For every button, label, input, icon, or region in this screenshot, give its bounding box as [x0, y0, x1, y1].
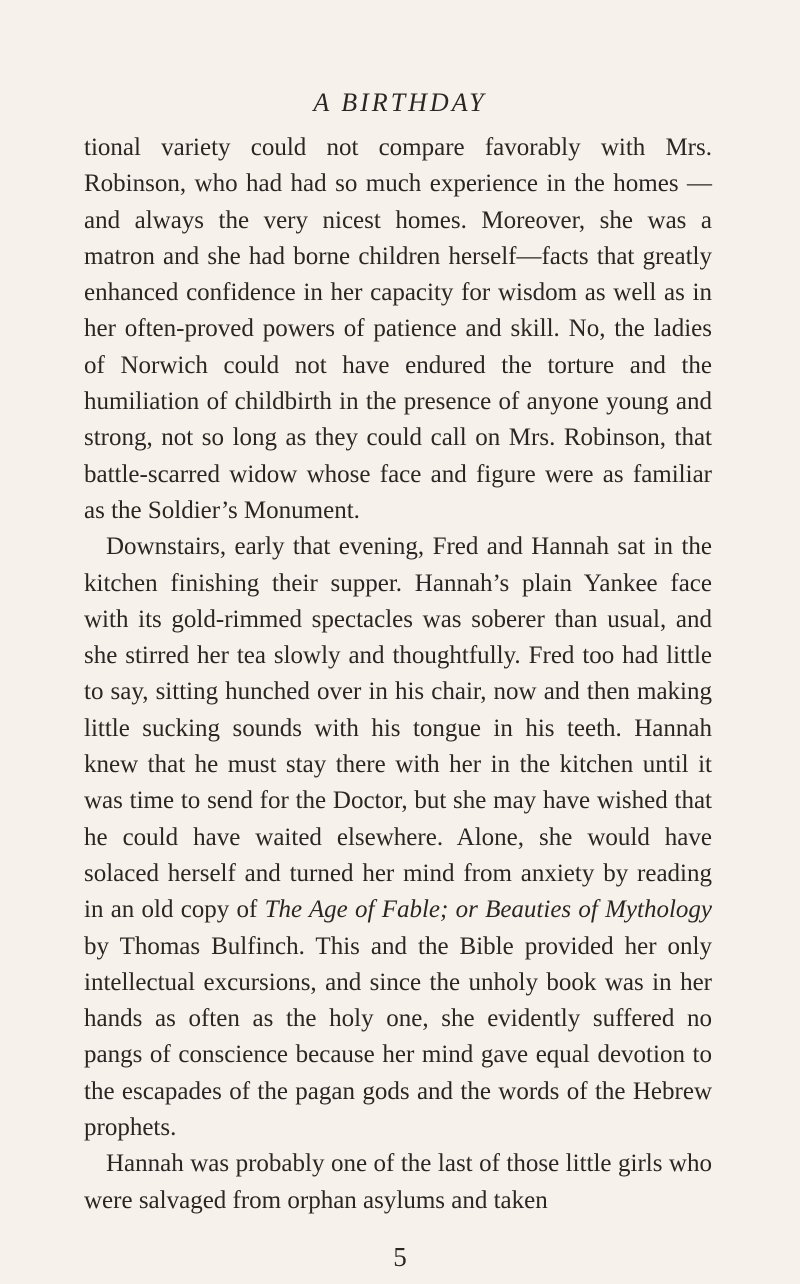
paragraph-1-text: tional variety could not compare favorably with Mrs. Robinson, who had had so much experience in the homes —and always the very nicest homes. Moreover, she was a matron and she had borne children herself—facts that greatly enhanced confidence in her capacity for wisdom as well as in her often-proved powers of patience and skill. No, the ladies of Norwich could not have endured the torture and the humiliation of childbirth in the presence of anyone young and strong, not so long as they could call on Mrs. Robinson, that battle-scarred widow whose face and figure were as familiar as the Soldier’s Monument.	[84, 134, 712, 524]
paragraph-1	[84, 130, 712, 529]
paragraph-3-text: Hannah was probably one of the last of those little girls who were salvaged from orphan asylums and taken	[84, 1150, 712, 1214]
book-title-italic: The Age of Fable; or Beauties of Mythology	[264, 896, 712, 924]
body-text	[84, 130, 712, 1219]
running-head: A BIRTHDAY	[313, 88, 487, 117]
paragraph-2	[84, 529, 712, 1146]
page-number: 5	[393, 1242, 407, 1272]
paragraph-2-text-b: by Thomas Bulfinch. This and the Bible provided her only intellectual excursions, and since the unholy book was in her hands as often as the holy one, she evidently suffered no pangs of conscience because her mind gave equal devotion to the escapades of the pagan gods and the words of the Hebrew prophets.	[84, 932, 712, 1142]
paragraph-2-text-a: Downstairs, early that evening, Fred and Hannah sat in the kitchen finishing their supper. Hannah’s plain Yankee face with its gold-rimmed spectacles was soberer than usual, and she stirred her tea slowly and thoughtfully. Fred too had little to say, sitting hunched over in his chair, now and then making little sucking sounds with his tongue in his teeth. Hannah knew that he must stay there with her in the kitchen until it was time to send for the Doctor, but she may have wished that he could have waited elsewhere. Alone, she would have solaced herself and turned her mind from anxiety by reading in an old copy of	[84, 533, 712, 924]
paragraph-3	[84, 1146, 712, 1219]
